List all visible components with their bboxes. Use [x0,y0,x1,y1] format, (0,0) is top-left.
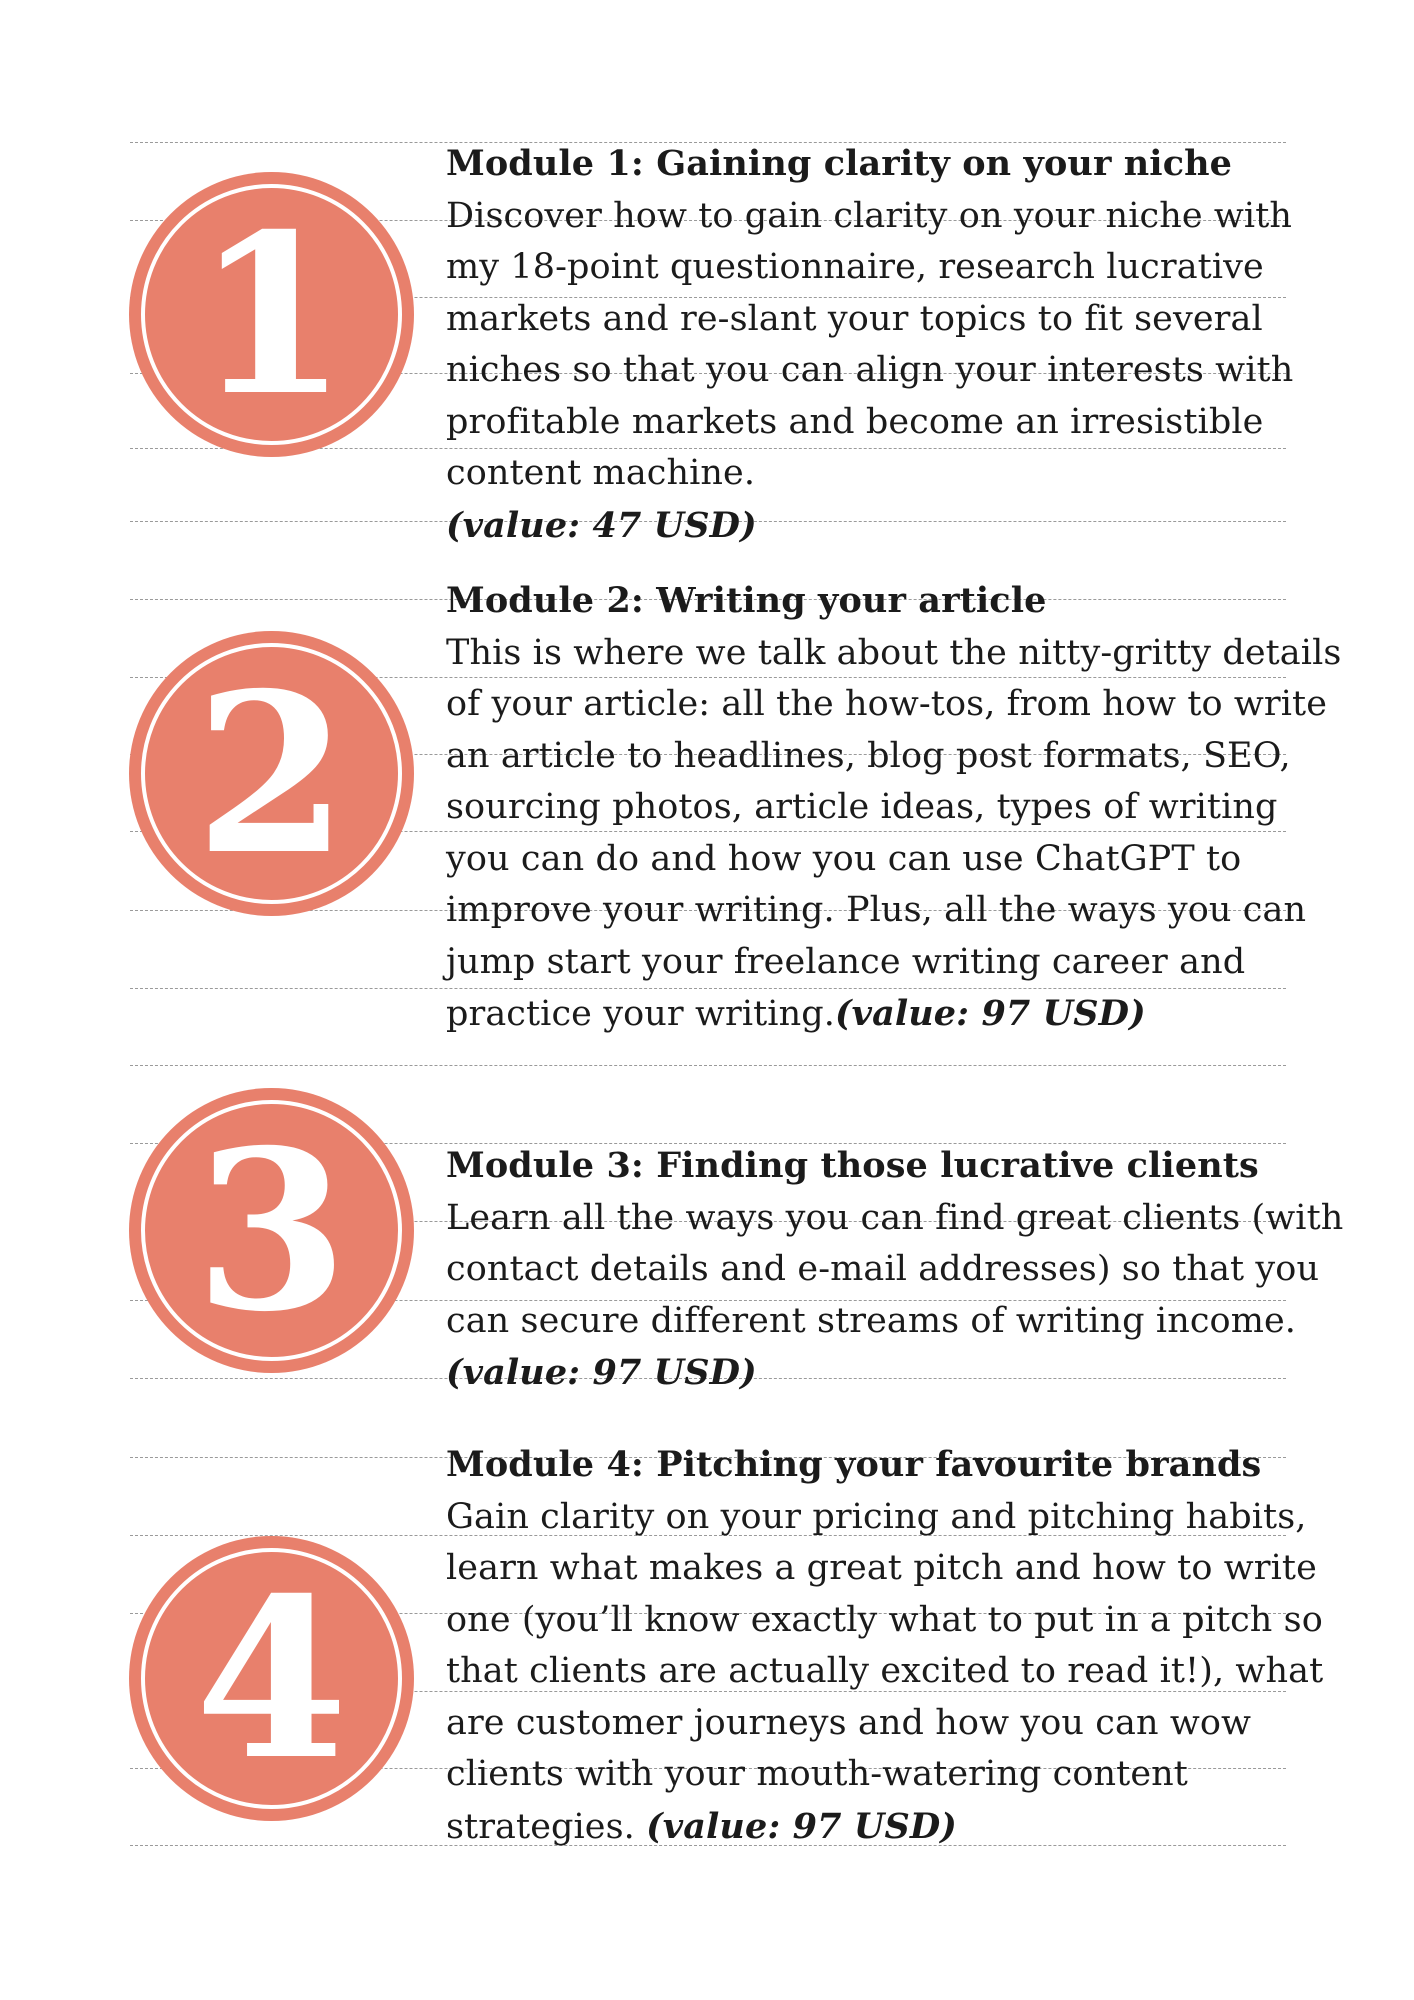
module-3-numeral: 3 [194,1100,349,1360]
module-4 [446,1439,1346,1853]
module-2 [446,575,1346,1041]
module-1-description: Discover how to gain clarity on your niche with my 18-point questionnaire, research lucrative markets and re-slant your topics to fit several niches so that you can align your interests with profitable markets and become an irresistible content machine. [446,195,1294,493]
module-4-numeral: 4 [194,1548,349,1808]
module-2-number-badge [129,631,414,916]
module-2-value: (value: 97 USD) [834,993,1146,1034]
module-1-number-badge [129,172,414,457]
module-3 [446,1140,1346,1400]
module-3-value: (value: 97 USD) [446,1352,757,1393]
module-3-number-badge [129,1088,414,1373]
module-3-description: Learn all the ways you can find great clients (with contact details and e-mail addresses) so that you can secure different streams of writing income. [446,1197,1344,1341]
module-1-title: Module 1: Gaining clarity on your niche [446,143,1233,184]
module-1-value: (value: 47 USD) [446,504,757,546]
module-2-title: Module 2: Writing your article [446,580,1047,621]
module-3-title: Module 3: Finding those lucrative clients [446,1145,1259,1186]
module-4-description: Gain clarity on your pricing and pitching habits, learn what makes a great pitch and how to write one (you’ll know exactly what to put in a pitch so that clients are actually excited to read it!), what are customer journeys and how you can wow clients with your mouth-watering content strategies. [446,1496,1324,1847]
rule-line [130,1065,1286,1066]
module-2-description: This is where we talk about the nitty-gritty details of your article: all the how-tos, from how to write an article to headlines, blog post formats, SEO, sourcing photos, article ideas, types of writing you can do and how you can use ChatGPT to improve your writing. Plus, all the ways you can jump start your freelance writing career and practice your writing. [446,632,1342,1034]
module-2-numeral: 2 [194,643,349,903]
module-4-title: Module 4: Pitching your favourite brands [446,1444,1262,1485]
module-1-numeral: 1 [194,184,349,444]
module-4-number-badge [129,1536,414,1821]
module-1 [446,138,1346,552]
module-4-value: (value: 97 USD) [646,1805,957,1847]
